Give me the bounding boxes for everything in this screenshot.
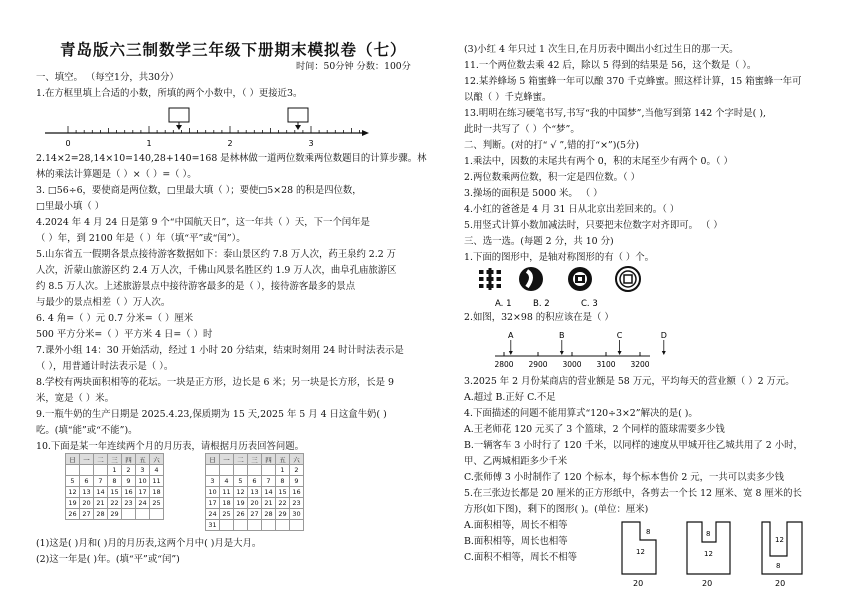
calendar-day — [94, 465, 108, 476]
calendar-day[interactable]: 2 — [290, 465, 304, 476]
left-line-18: 9.一瓶牛奶的生产日期是 2025.4.23,保质期为 15 天,2025 年 5 月 4 日这盒牛奶( ) — [36, 409, 387, 420]
choice2-point-label: C — [616, 331, 623, 340]
calendar-day[interactable]: 12 — [66, 487, 80, 498]
icbc-ring-logo-icon — [616, 267, 640, 291]
left-line-0: 一、填空。 （每空1分，共30分） — [36, 72, 179, 83]
calendar-day[interactable]: 18 — [220, 498, 234, 509]
calendar-day[interactable]: 19 — [234, 498, 248, 509]
right-line-6: 二、判断。(对的打“ √ ”,错的打“×”)(5分) — [464, 140, 640, 151]
choice1-option-a: A. 1 — [495, 299, 512, 309]
calendar-week — [206, 509, 304, 520]
calendar-day — [122, 509, 136, 520]
calendar-day[interactable]: 8 — [108, 476, 122, 487]
figure-c-wid: 8 — [776, 562, 781, 570]
figure-b-side: 20 — [702, 579, 713, 588]
choice2-point-label: B — [559, 331, 565, 340]
left-line-2: 2.14×2=28,14×10=140,28+140=168 是林林做一道两位数乘两位数题目的计算步骤。林 — [36, 153, 427, 164]
left-line-16: 8.学校有两块面积相等的花坛。一块是正方形，边长是 6 米；另一块是长方形，长是 9 — [36, 377, 394, 388]
calendar-day[interactable]: 7 — [262, 476, 276, 487]
calendar-day[interactable]: 24 — [206, 509, 220, 520]
calendar-day[interactable]: 19 — [66, 498, 80, 509]
right-line-14: 2.如图，32×98 的积应该在是（ ） — [464, 312, 614, 323]
choice2-tick-label: 2800 — [494, 360, 514, 369]
calendar-day — [248, 520, 262, 531]
figure-c — [762, 522, 802, 574]
right-line-17: 4.下面描述的问题不能用算式“120÷3×2”解决的是( )。 — [464, 408, 698, 419]
calendar-day[interactable]: 28 — [94, 509, 108, 520]
calendar-day[interactable]: 21 — [262, 498, 276, 509]
number-line-box-1 — [169, 108, 189, 122]
calendar-day[interactable]: 16 — [122, 487, 136, 498]
left-line-14: 7.课外小组 14：30 开始活动，经过 1 小时 20 分结束，结束时刻用 24 时计时法表示是 — [36, 345, 404, 356]
calendar-day[interactable]: 27 — [80, 509, 94, 520]
calendar-day — [262, 520, 276, 531]
figure-a-side: 20 — [633, 579, 644, 588]
calendar-day — [248, 465, 262, 476]
right-line-13: 1.下面的图形中，是轴对称图形的有（ ）个。 — [464, 252, 655, 263]
calendar-day[interactable]: 23 — [290, 498, 304, 509]
calendar-week — [206, 487, 304, 498]
calendar-header: 三 — [108, 454, 122, 465]
calendar-week — [66, 509, 164, 520]
calendar-day — [80, 465, 94, 476]
calendar-day[interactable]: 7 — [94, 476, 108, 487]
right-line-9: 3.操场的面积是 5000 米。 （ ） — [464, 188, 603, 199]
right-line-11: 5.用竖式计算小数加减法时，只要把末位数字对齐即可。 （ ） — [464, 220, 723, 231]
calendar-day[interactable]: 11 — [220, 487, 234, 498]
left-line-10: 约 8.5 万人次。上述旅游景点中接待游客最多的是（ ），接待游客最多的景点 — [36, 281, 356, 292]
calendar-day[interactable]: 26 — [234, 509, 248, 520]
calendar-week — [206, 465, 304, 476]
choice5-figures — [612, 512, 842, 590]
calendar-day[interactable]: 9 — [122, 476, 136, 487]
calendar-day[interactable]: 28 — [262, 509, 276, 520]
right-line-8: 2.两位数乘两位数，积一定是四位数。（ ） — [464, 172, 640, 183]
right-line-25: B.面积相等，周长也相等 — [464, 536, 568, 547]
number-line — [40, 100, 340, 160]
calendar-week — [66, 476, 164, 487]
calendar-week — [206, 520, 304, 531]
calendar-day — [136, 509, 150, 520]
calendar-day[interactable]: 17 — [136, 487, 150, 498]
left-line-12: 6. 4 角=（ ）元 0.7 分米=（ ）厘米 — [36, 313, 194, 324]
choice2-tick-label: 3000 — [562, 360, 582, 369]
boc-style-logo-icon — [568, 267, 592, 291]
calendar-day[interactable]: 10 — [136, 476, 150, 487]
cmbc-style-logo-icon — [519, 267, 543, 291]
calendar-day[interactable]: 22 — [108, 498, 122, 509]
right-line-3: 以酿（ ）千克蜂蜜。 — [464, 92, 552, 103]
figure-a-len: 12 — [636, 548, 645, 556]
choice1-figures — [473, 262, 673, 322]
icbc-style-logo-icon — [477, 266, 503, 292]
left-line-9: 人次，沂蒙山旅游区约 2.4 万人次，千佛山风景名胜区约 1.9 万人次，曲阜孔庙旅游区 — [36, 265, 397, 276]
figure-b-len: 12 — [704, 550, 713, 558]
calendar-day[interactable]: 29 — [108, 509, 122, 520]
calendar-day — [234, 465, 248, 476]
calendar-day — [220, 520, 234, 531]
left-line-17: 米，宽是（ ）米。 — [36, 393, 114, 404]
calendar-day[interactable]: 9 — [290, 476, 304, 487]
right-line-20: 甲、乙两城相距多少千米 — [464, 456, 568, 467]
calendar-day[interactable]: 15 — [276, 487, 290, 498]
calendar-day[interactable]: 16 — [290, 487, 304, 498]
left-line-20: 10.下面是某一年连续两个月的月历表，请根据月历表回答问题。 — [36, 441, 305, 452]
calendar-day[interactable]: 23 — [122, 498, 136, 509]
left-line-15: （ ），用普通计时法表示是（ ）。 — [36, 361, 174, 372]
calendar-day[interactable]: 8 — [276, 476, 290, 487]
right-line-15: 3.2025 年 2 月份某商店的营业额是 58 万元，平均每天的营业额（ ）2 万元。 — [464, 376, 795, 387]
calendar-day[interactable]: 13 — [80, 487, 94, 498]
calendar-day[interactable]: 6 — [248, 476, 262, 487]
calendar-day[interactable]: 3 — [206, 476, 220, 487]
choice2-point-label: D — [660, 331, 667, 340]
calendar-day[interactable]: 22 — [276, 498, 290, 509]
calendar-header: 四 — [262, 454, 276, 465]
number-line-label-1: 1 — [146, 139, 152, 148]
left-line-4: 3. □56÷6，要使商是两位数，□里最大填（ ）；要使□5×28 的积是四位数， — [36, 185, 362, 196]
calendar-day[interactable]: 1 — [276, 465, 290, 476]
calendar-day[interactable]: 14 — [262, 487, 276, 498]
choice1-option-c: C. 3 — [581, 299, 598, 309]
calendar-day[interactable]: 15 — [108, 487, 122, 498]
left-line-6: 4.2024 年 4 月 24 日是第 9 个“中国航天日”，这一年共（ ）天，下一个闰年是 — [36, 217, 370, 228]
calendar-header: 一 — [80, 454, 94, 465]
calendar-day[interactable]: 21 — [94, 498, 108, 509]
calendar-day[interactable]: 27 — [248, 509, 262, 520]
calendar-day[interactable]: 25 — [220, 509, 234, 520]
right-line-22: 5.在三张边长都是 20 厘米的正方形纸中，各剪去一个长 12 厘米、宽 8 厘米的长 — [464, 488, 802, 499]
right-line-7: 1.乘法中，因数的末尾共有两个 0，积的末尾至少有两个 0。（ ） — [464, 156, 733, 167]
left-line-22: (2)这一年是( )年。(填“平”或“闰”) — [36, 554, 180, 565]
calendar-header: 二 — [94, 454, 108, 465]
left-line-1: 1.在方框里填上合适的小数，所填的两个小数中，（ ）更接近3。 — [36, 88, 303, 99]
calendar-day[interactable]: 31 — [206, 520, 220, 531]
calendar-day — [276, 520, 290, 531]
right-line-4: 13.明明在练习硬笔书写,书写“我的中国梦”,当他写到第 142 个字时是( ), — [464, 108, 766, 119]
right-line-10: 4.小红的爸爸是 4 月 31 日从北京出差回来的。（ ） — [464, 204, 680, 215]
number-line-box-2 — [288, 108, 308, 122]
calendar-day — [234, 520, 248, 531]
calendar-day — [220, 465, 234, 476]
exam-meta: 时间：50分钟 分数：100分 — [296, 61, 411, 72]
calendar-day — [290, 520, 304, 531]
calendar-day[interactable]: 29 — [276, 509, 290, 520]
calendar-day — [150, 509, 164, 520]
left-line-3: 林的乘法计算题是（ ）×（ ）=（ ）。 — [36, 169, 197, 180]
calendar-day[interactable]: 17 — [206, 498, 220, 509]
figure-c-len: 12 — [775, 536, 784, 544]
number-line-label-0: 0 — [65, 139, 71, 148]
right-line-1: 11.一个两位数去乘 42 后，除以 5 得到的结果是 56，这个数是（ ）。 — [464, 60, 757, 71]
choice2-tick-label: 2900 — [528, 360, 548, 369]
right-line-19: B.一辆客车 3 小时行了 120 千米，以同样的速度从甲城开往乙城共用了 2 小时， — [464, 440, 803, 451]
choice2-tick-label: 3200 — [630, 360, 650, 369]
calendar-day[interactable]: 5 — [66, 476, 80, 487]
right-line-24: A.面积相等，周长不相等 — [464, 520, 568, 531]
calendar-day[interactable]: 14 — [94, 487, 108, 498]
calendar-header: 日 — [206, 454, 220, 465]
calendar-header: 三 — [248, 454, 262, 465]
calendar-header: 五 — [276, 454, 290, 465]
calendar-day[interactable]: 30 — [290, 509, 304, 520]
number-line-label-3: 3 — [308, 139, 314, 148]
right-line-21: C.张师傅 3 小时制作了 120 个标本，每个标本售价 2 元，一共可以卖多少钱 — [464, 472, 785, 483]
calendar-header: 六 — [290, 454, 304, 465]
calendar-day[interactable]: 18 — [150, 487, 164, 498]
calendar-header: 日 — [66, 454, 80, 465]
figure-a-wid: 8 — [646, 528, 651, 536]
choice2-number-line — [490, 330, 670, 375]
calendar-day[interactable]: 4 — [220, 476, 234, 487]
calendar-header: 六 — [150, 454, 164, 465]
left-line-7: （ ）年，到 2100 年是（ ）年（填“平”或“闰”）。 — [36, 233, 246, 244]
calendar-day[interactable]: 12 — [234, 487, 248, 498]
right-line-26: C.面积不相等，周长不相等 — [464, 552, 577, 563]
page-title: 青岛版六三制数学三年级下册期末模拟卷（七） — [60, 40, 407, 59]
left-line-19: 吃。(填“能”或“不能”)。 — [36, 425, 138, 436]
calendar-day[interactable]: 4 — [150, 465, 164, 476]
calendar-week — [206, 476, 304, 487]
calendar-header: 一 — [220, 454, 234, 465]
calendar-week — [66, 465, 164, 476]
calendar-day — [262, 465, 276, 476]
calendar-header: 五 — [136, 454, 150, 465]
calendar-day — [206, 465, 220, 476]
calendar-day[interactable]: 13 — [248, 487, 262, 498]
right-line-16: A.超过 B.正好 C.不足 — [464, 392, 556, 403]
calendar-week — [66, 498, 164, 509]
calendar-month-1 — [65, 453, 164, 520]
calendar-day[interactable]: 6 — [80, 476, 94, 487]
calendar-day[interactable]: 26 — [66, 509, 80, 520]
right-line-12: 三、选一选。(每题 2 分，共 10 分) — [464, 236, 614, 247]
right-line-0: (3)小红 4 年只过 1 次生日,在月历表中圈出小红过生日的那一天。 — [464, 44, 739, 55]
left-line-21: (1)这是( )月和( )月的月历表,这两个月中( )月是大月。 — [36, 538, 262, 549]
calendar-month-2 — [205, 453, 304, 531]
figure-c-side: 20 — [775, 579, 786, 588]
calendar-day — [66, 465, 80, 476]
choice2-point-label: A — [508, 331, 514, 340]
left-line-5: □里最小填（ ） — [36, 201, 105, 212]
calendar-week — [66, 487, 164, 498]
calendar-header: 四 — [122, 454, 136, 465]
right-line-18: A.王老师花 120 元买了 3 个篮球，2 个同样的篮球需要多少钱 — [464, 424, 725, 435]
right-line-23: 方形(如下图)，剩下的图形( )。(单位：厘米) — [464, 504, 649, 515]
figure-b-wid: 8 — [706, 530, 711, 538]
calendar-week — [206, 498, 304, 509]
calendar-day[interactable]: 10 — [206, 487, 220, 498]
number-line-label-2: 2 — [227, 139, 233, 148]
left-line-8: 5.山东省五一假期各景点接待游客数据如下：泰山景区约 7.8 万人次，药王泉约 2.2 万 — [36, 249, 397, 260]
calendar-day[interactable]: 24 — [136, 498, 150, 509]
choice2-tick-label: 3100 — [596, 360, 616, 369]
calendar-day[interactable]: 20 — [248, 498, 262, 509]
calendar-day[interactable]: 25 — [150, 498, 164, 509]
calendar-header: 二 — [234, 454, 248, 465]
calendar-day[interactable]: 5 — [234, 476, 248, 487]
choice1-option-b: B. 2 — [533, 299, 550, 309]
calendar-day[interactable]: 11 — [150, 476, 164, 487]
left-line-13: 500 平方分米=（ ）平方米 4 日=（ ）时 — [36, 329, 213, 340]
right-line-2: 12.某养蜂场 5 箱蜜蜂一年可以酿 370 千克蜂蜜。照这样计算，15 箱蜜蜂一年可 — [464, 76, 802, 87]
calendar-day[interactable]: 1 — [108, 465, 122, 476]
calendar-day[interactable]: 3 — [136, 465, 150, 476]
calendar-day[interactable]: 2 — [122, 465, 136, 476]
left-line-11: 与最少的景点相差（ ）万人次。 — [36, 297, 171, 308]
right-line-5: 此时一共写了（ ）个“梦”。 — [464, 124, 580, 135]
calendar-day[interactable]: 20 — [80, 498, 94, 509]
